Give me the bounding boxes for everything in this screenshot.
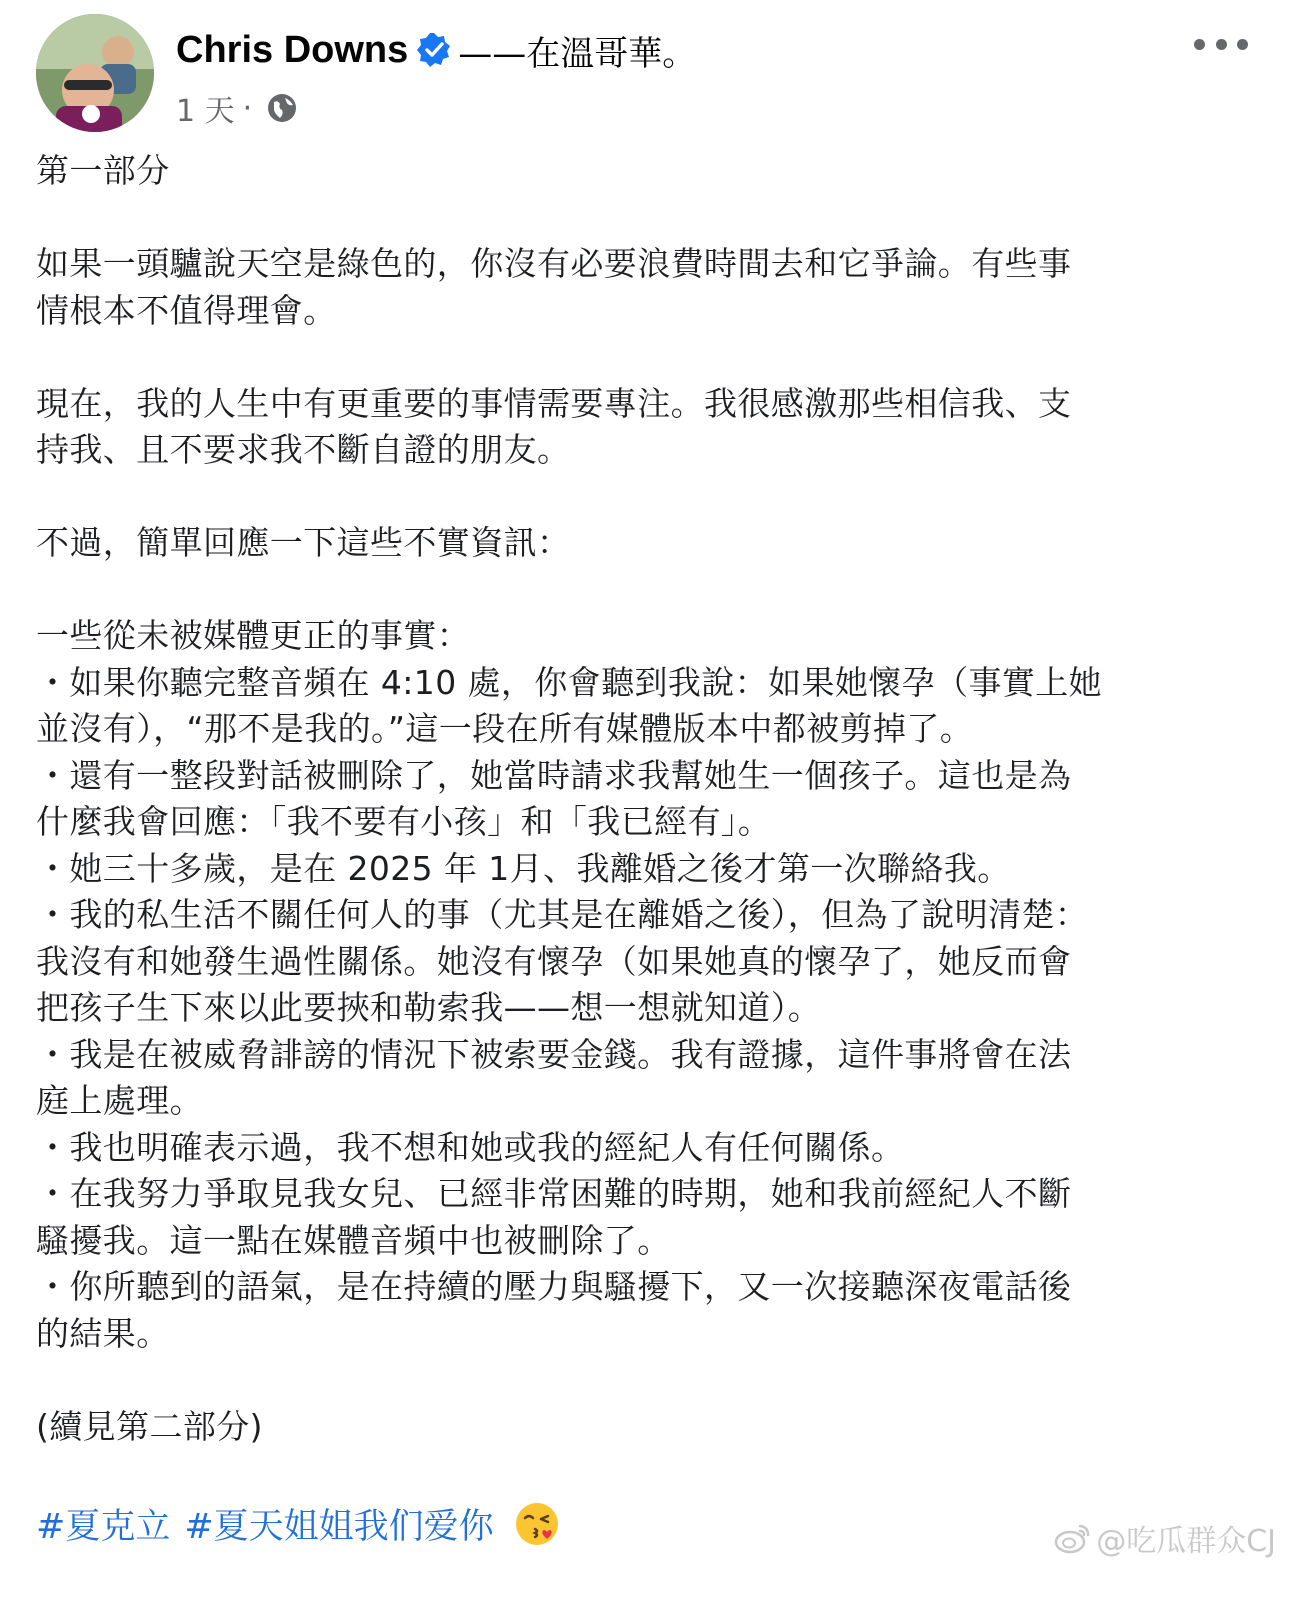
body-line: 如果一頭驢說天空是綠色的，你沒有必要浪費時間去和它爭論。有些事 <box>36 244 1072 283</box>
hashtag-link[interactable]: #夏天姐姐我们爱你 <box>184 1507 494 1547</box>
author-avatar[interactable] <box>36 14 154 132</box>
blank-line <box>36 567 1211 614</box>
body-line: ・我也明確表示過，我不想和她或我的經紀人有任何關係。 <box>36 1127 905 1167</box>
body-line: 騷擾我。這一點在媒體音頻中也被刪除了。 <box>36 1220 671 1260</box>
body-line: 我沒有和她發生過性關係。她沒有懷孕（如果她真的懷孕了，她反而會 <box>36 941 1072 981</box>
author-line <box>176 26 696 74</box>
body-line: 現在，我的人生中有更重要的事情需要專注。我很感激那些相信我、支 <box>36 383 1072 423</box>
body-line: ・我的私生活不關任何人的事（尤其是在離婚之後），但為了說明清楚： <box>36 895 1089 934</box>
body-line: 把孩子生下來以此要挾和勒索我——想一想就知道）。 <box>36 988 822 1027</box>
kissing-face-emoji-icon <box>514 1501 560 1547</box>
body-line: ・如果你聽完整音頻在 4:10 處，你會聽到我說：如果她懷孕（事實上她 <box>36 662 1103 702</box>
body-line: 第一部分 <box>36 151 170 190</box>
body-line: ・還有一整段對話被刪除了，她當時請求我幫她生一個孩子。這也是為 <box>36 755 1072 795</box>
hashtag-row <box>36 1498 560 1550</box>
location-text: ——在溫哥華。 <box>458 33 697 74</box>
body-line: ・在我努力爭取見我女兒、已經非常困難的時期，她和我前經紀人不斷 <box>36 1174 1072 1213</box>
body-line: 什麼我會回應：「我不要有小孩」和「我已經有」。 <box>36 802 772 841</box>
body-line: 不過，簡單回應一下這些不實資訊： <box>36 523 571 562</box>
body-line: 持我、且不要求我不斷自證的朋友。 <box>36 430 571 469</box>
watermark <box>1054 1518 1276 1558</box>
blank-line <box>36 195 1211 242</box>
globe-icon <box>266 92 298 124</box>
more-options-icon[interactable] <box>1194 32 1248 56</box>
blank-line <box>36 334 1211 381</box>
body-line: 庭上處理。 <box>36 1081 203 1120</box>
verified-badge-icon <box>416 32 452 68</box>
post-meta <box>176 86 298 130</box>
avatar-image <box>36 14 154 132</box>
body-line: ・你所聽到的語氣，是在持續的壓力與騷擾下，又一次接聽深夜電話後 <box>36 1267 1072 1306</box>
post-header <box>36 14 1256 134</box>
more-dot <box>1237 39 1248 50</box>
post-text <box>36 148 1211 1450</box>
body-line: 情根本不值得理會。 <box>36 290 337 330</box>
more-dot <box>1216 39 1227 50</box>
body-line: 的結果。 <box>36 1313 170 1353</box>
watermark-text: @吃瓜群众CJ <box>1096 1524 1276 1559</box>
meta-separator: · <box>242 90 253 126</box>
author-name[interactable]: Chris Downs <box>176 28 409 71</box>
body-line: ・她三十多歲，是在 2025 年 1月、我離婚之後才第一次聯絡我。 <box>36 848 1011 888</box>
weibo-icon <box>1054 1521 1092 1555</box>
body-line: 並沒有），“那不是我的。”這一段在所有媒體版本中都被剪掉了。 <box>36 709 974 748</box>
blank-line <box>36 1357 1211 1404</box>
body-line: (續見第二部分) <box>36 1406 263 1446</box>
blank-line <box>36 474 1211 521</box>
post-time[interactable]: 1 天 <box>176 94 235 129</box>
body-line: ・我是在被威脅誹謗的情況下被索要金錢。我有證據，這件事將會在法 <box>36 1034 1072 1074</box>
body-line: 一些從未被媒體更正的事實： <box>36 616 471 655</box>
hashtag-link[interactable]: #夏克立 <box>36 1507 171 1547</box>
more-dot <box>1194 39 1205 50</box>
